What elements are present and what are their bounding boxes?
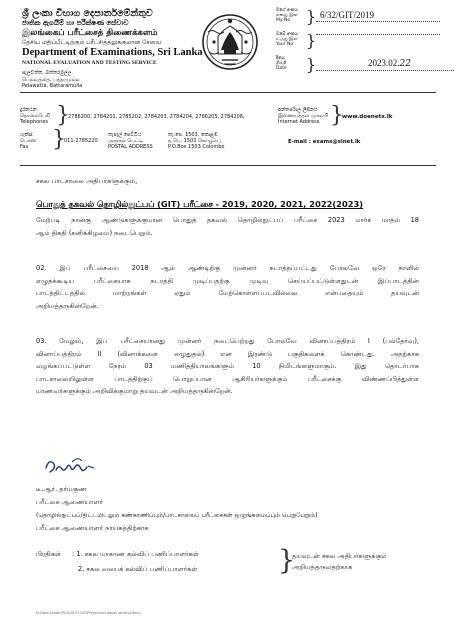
letterhead-tamil-subtitle: தேசிய மதிப்பீட்டிற்கும் பரீட்சித்தலுக்குமான சேவை <box>22 39 162 46</box>
copies-note-line-2: அறியத்தருவதற்காக <box>292 563 353 571</box>
file-path-footer: D:\New folder\PLA\2023 GIT\Pre\school paper writing.docx <box>36 611 141 615</box>
letterhead-english-title: Department of Examinations, Sri Lanka <box>22 47 203 58</box>
address-tamil: பெலவத்தை, பத்தரமுல்ல <box>22 76 80 83</box>
email-address[interactable]: E-mail : exams@slnet.lk <box>288 139 361 145</box>
signature-block <box>36 483 318 535</box>
postal-label: තැපැල් පෙට්ටිය அஞ்சல் பெட்டி POSTAL ADDRESS <box>108 132 153 151</box>
sri-lanka-emblem-icon <box>200 10 260 76</box>
my-no-row: මගේ අංකය எனது இல My No } 6/32/GIT/2019 <box>276 8 446 32</box>
your-no-row: ඔබේ අංකය உமது இல Your No } <box>276 32 446 56</box>
letterhead-tamil-title: இலங்கைப் பரீட்சைத் திணைக்களம் <box>22 28 158 38</box>
date-handwritten-day: 22 <box>399 59 411 69</box>
contact-rule <box>20 165 436 166</box>
your-no-label: ඔබේ අංකය உமது இல Your No <box>276 32 298 48</box>
letterhead-sinhala-title: ශ්‍රී ලංකා විභාග දෙපාර්තමේන්තුව <box>22 8 153 19</box>
date-label: දිනය திகதி Date <box>276 56 287 72</box>
letterhead-english-subtitle: NATIONAL EVALUATION AND TESTING SERVICE <box>22 60 157 66</box>
reference-block <box>276 8 446 80</box>
telephone-value: 2786200, 2784201, 2785202, 2784203, 2784204, 2786205, 2784206, <box>68 114 245 120</box>
signatory-department: (தொழில்நுட்பப்/திட்டமிடலும் கண்காணிப்பும்/பாடசாலைப் பரீட்சைகள் ஒழுங்கமைப்பும் பெறுபேறும்) <box>36 512 318 519</box>
copies-item-2: 2. சகல வலயக் கல்விப் பணிப்பாளர்கள் <box>78 565 198 573</box>
my-no-label: මගේ අංකය எனது இல My No <box>276 8 298 24</box>
fax-label: ෆැක්ස් பெக்ஸ் Fax <box>20 132 37 151</box>
signatory-on-behalf: பரீட்சை ஆணையாளர் நாயகத்திற்காக <box>36 524 149 532</box>
your-no-value <box>316 34 440 35</box>
salutation: சகல பாடசாலை அதிபர்களுக்கும், <box>36 177 138 185</box>
postal-value: තැ.පෙ. 1503, කොළඹ த.பெ. 1503 கொழும்பு P.O.Box 1503 Colombo <box>168 132 225 151</box>
copies-item-1: : 1. சகல மாகாண கல்விப் பணிப்பாளர்கள் <box>72 550 199 558</box>
copies-note-line-1: தயவுடன் சகல அதிபர்களுக்கும் <box>292 552 387 560</box>
header-rule <box>20 92 436 93</box>
letterhead <box>22 8 203 90</box>
date-value: 2023.02.22 <box>316 58 455 71</box>
website-link[interactable]: www.doenets.lk <box>342 114 393 120</box>
handwritten-signature <box>42 452 112 480</box>
date-row: දිනය திகதி Date } 2023.02.22 <box>276 56 446 80</box>
address-english: Pelawatta, Battaramulla <box>22 83 83 89</box>
fax-value: 011-2785220 <box>64 138 98 144</box>
internet-label: අන්තර්ජාල ලිපිනය இணையத்தள முகவரி Internet Address <box>278 107 328 126</box>
letter-subject: பொதுத் தகவல் தொழில்நுட்பப் (GIT) பரீட்சை - 2019, 2020, 2021, 2022(2023) <box>36 199 364 209</box>
signatory-title: பரீட்சை ஆணையாளர் <box>36 498 104 506</box>
address-sinhala: පැලවත්ත, බත්තරමුල්ල. <box>22 70 74 76</box>
telephone-label: දුරකථන தொலைபேசி Telephones <box>20 107 50 126</box>
copies-block: பிரதிகள் : 1. சகல மாகாண கல்விப் பணிப்பாளர்கள் 2. சகல வலயக் கல்விப் பணிப்பாளர்கள் } தயவுடன் சகல அதிபர்களுக்கும் அறியத்தருவதற்காக <box>36 545 387 576</box>
signatory-name: டீ.ஆர். தர்மகுண <box>36 485 87 493</box>
paragraph-3: 03. மேலும், இப் பரீட்சையானது முன்னர் நடைபெற்றது போலவே வினாப்பத்திரம் I (பல்தேர்வு), வினாப்பத்திரம் II (வினாக்களை எழுதுதல்) என இரண்டு பகுதிகளைக் கொண்டது. அதற்காக வழங்கப்பட்டுள்ள நேரம் 03 மணித்தியாலங்களும் 10 நிமிடங்களுமாகும். இது தொடர்பாக பாடசாலையிலுள்ள பாடத்திற்குப் பொறுப்பான ஆசிரியர்களுக்கும் பரீட்சைக்கு விண்ணப்பித்துள்ள மாணவர்களுக்கும் அறிவிக்குமாறு தயவுடன் அறியத்தருகின்றேன். <box>36 337 419 396</box>
copies-label: பிரதிகள் <box>36 550 61 558</box>
paragraph-2: 02. இப் பரீட்சையை 2018 ஆம் ஆண்டிற்கு முன்னர் நடாத்தப்பட்டது போலவே ஒரே நாளில் எழுதக்கூடிய பரீட்சையாக நடாத்தி முடிப்பதற்கு முடிவு செய்யப்பட்டுள்ளதுடன் இப்பாடத்தின் பாடத்திட்டத்தில் மாற்றங்கள் ஏதும் மேற்கொள்ளப்படவில்லை என்பதையும் தயவுடன் அறியத்தருகின்றேன். <box>36 264 419 310</box>
letterhead-sinhala-subtitle: ජාතික ඇගයීම් හා පරීක්ෂණ සේවාව <box>22 19 129 27</box>
paragraph-1: மேற்படி நான்கு ஆண்டுகளுக்குமான பொதுத் தகவல் தொழில்நுட்பப் பரீட்சை 2023 மார்ச் மாதம் 18 ஆம் திகதி (சனிக்கிழமை) நடைபெறும். <box>36 216 419 237</box>
my-no-value: 6/32/GIT/2019 <box>316 10 440 22</box>
contact-block: දුරකථන தொலைபேசி Telephones } 2786200, 2784201, 2785202, 2784203, 2784204, 2786205, 2784206, ෆැක්ස් பெக்ஸ் Fax } 011-2785220 තැපැල් පෙට්ටිය அஞ்சல் பெட்டி POSTAL ADDRESS තැ.පෙ. 1503, කොළඹ த.பெ. 1503 கொழும்பு P.O.Box 1503 Colombo අන්තර්ජාල ලිපිනය இணையத்தள முகவரி Internet Address } www.doenets.lk E-mail : exams@slnet.lk <box>20 103 393 152</box>
